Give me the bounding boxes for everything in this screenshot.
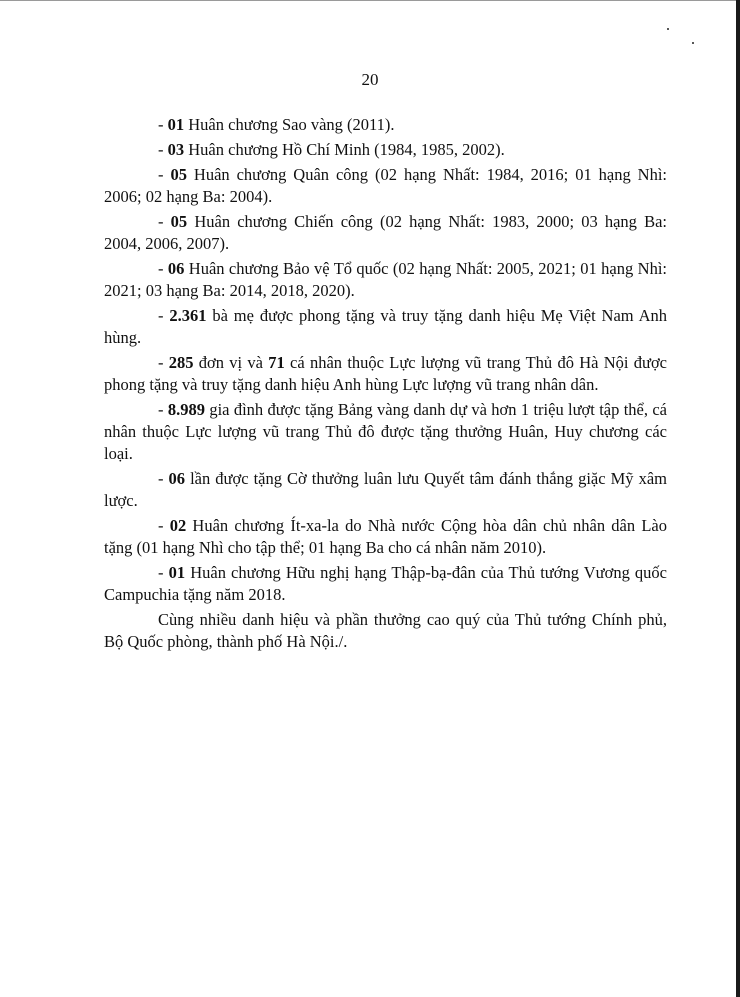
award-count: 05 xyxy=(170,165,187,184)
closing-paragraph: Cùng nhiều danh hiệu và phần thưởng cao quý của Thủ tướng Chính phủ, Bộ Quốc phòng, thành phố Hà Nội./. xyxy=(104,610,667,651)
award-text: Huân chương Quân công (02 hạng Nhất: 1984, 2016; 01 hạng Nhì: 2006; 02 hạng Ba: 2004). xyxy=(104,165,667,206)
award-text: Huân chương Hồ Chí Minh (1984, 1985, 2002). xyxy=(184,140,505,159)
bullet-dash: - xyxy=(158,563,169,582)
award-item xyxy=(104,164,667,208)
page-number: 20 xyxy=(361,70,379,89)
award-item xyxy=(104,399,667,465)
bullet-dash: - xyxy=(158,353,169,372)
award-item xyxy=(104,139,667,161)
award-count: 285 xyxy=(168,353,194,372)
bullet-dash: - xyxy=(158,140,168,159)
award-item xyxy=(104,468,667,512)
award-count: 2.361 xyxy=(169,306,207,325)
award-text: Huân chương Ít-xa-la do Nhà nước Cộng hòa dân chủ nhân dân Lào tặng (01 hạng Nhì cho tập thể; 01 hạng Ba cho cá nhân năm 2010). xyxy=(104,516,667,557)
award-item xyxy=(104,562,667,606)
scan-speck xyxy=(692,42,694,44)
bullet-dash: - xyxy=(158,115,168,134)
award-text-continued: cá nhân thuộc Lực lượng vũ trang Thủ đô Hà Nội được phong tặng và truy tặng danh hiệu Anh hùng Lực lượng vũ trang nhân dân. xyxy=(104,353,668,394)
award-text: Huân chương Sao vàng (2011). xyxy=(184,115,395,134)
award-text: Huân chương Hữu nghị hạng Thập-bạ-đân của Thủ tướng Vương quốc Campuchia tặng năm 2018. xyxy=(104,563,668,604)
award-count: 01 xyxy=(168,563,186,582)
award-count: 06 xyxy=(167,259,185,278)
award-text: gia đình được tặng Bảng vàng danh dự và hơn 1 triệu lượt tập thể, cá nhân thuộc Lực lượng vũ trang Thủ đô được tặng thưởng Huân, Huy chương các loại. xyxy=(104,400,667,463)
scan-speck xyxy=(667,28,669,30)
award-text: lần được tặng Cờ thưởng luân lưu Quyết tâm đánh thắng giặc Mỹ xâm lược. xyxy=(104,469,667,510)
scan-right-edge xyxy=(736,0,740,997)
award-text: đơn vị và xyxy=(193,353,269,372)
award-count: 02 xyxy=(169,516,187,535)
award-count: 8.989 xyxy=(167,400,205,419)
award-text: Huân chương Chiến công (02 hạng Nhất: 1983, 2000; 03 hạng Ba: 2004, 2006, 2007). xyxy=(104,212,668,253)
award-text: Huân chương Bảo vệ Tổ quốc (02 hạng Nhất: 2005, 2021; 01 hạng Nhì: 2021; 03 hạng Ba: 2014, 2018, 2020). xyxy=(104,259,667,300)
award-item xyxy=(104,211,667,255)
award-item xyxy=(104,114,667,136)
bullet-dash: - xyxy=(158,516,170,535)
bullet-dash: - xyxy=(158,306,170,325)
award-count: 01 xyxy=(167,115,185,134)
bullet-dash: - xyxy=(158,259,168,278)
document-body xyxy=(104,114,667,656)
award-count: 03 xyxy=(167,140,185,159)
award-item xyxy=(104,515,667,559)
bullet-dash: - xyxy=(158,400,168,419)
award-text: bà mẹ được phong tặng và truy tặng danh hiệu Mẹ Việt Nam Anh hùng. xyxy=(104,306,667,347)
bullet-dash: - xyxy=(158,469,169,488)
award-item xyxy=(104,352,667,396)
bullet-dash: - xyxy=(158,212,171,231)
award-count: 05 xyxy=(170,212,188,231)
bullet-dash: - xyxy=(158,165,171,184)
award-item xyxy=(104,305,667,349)
award-item xyxy=(104,258,667,302)
scan-top-edge xyxy=(0,0,740,1)
award-count: 06 xyxy=(168,469,186,488)
award-count-secondary: 71 xyxy=(268,353,285,372)
